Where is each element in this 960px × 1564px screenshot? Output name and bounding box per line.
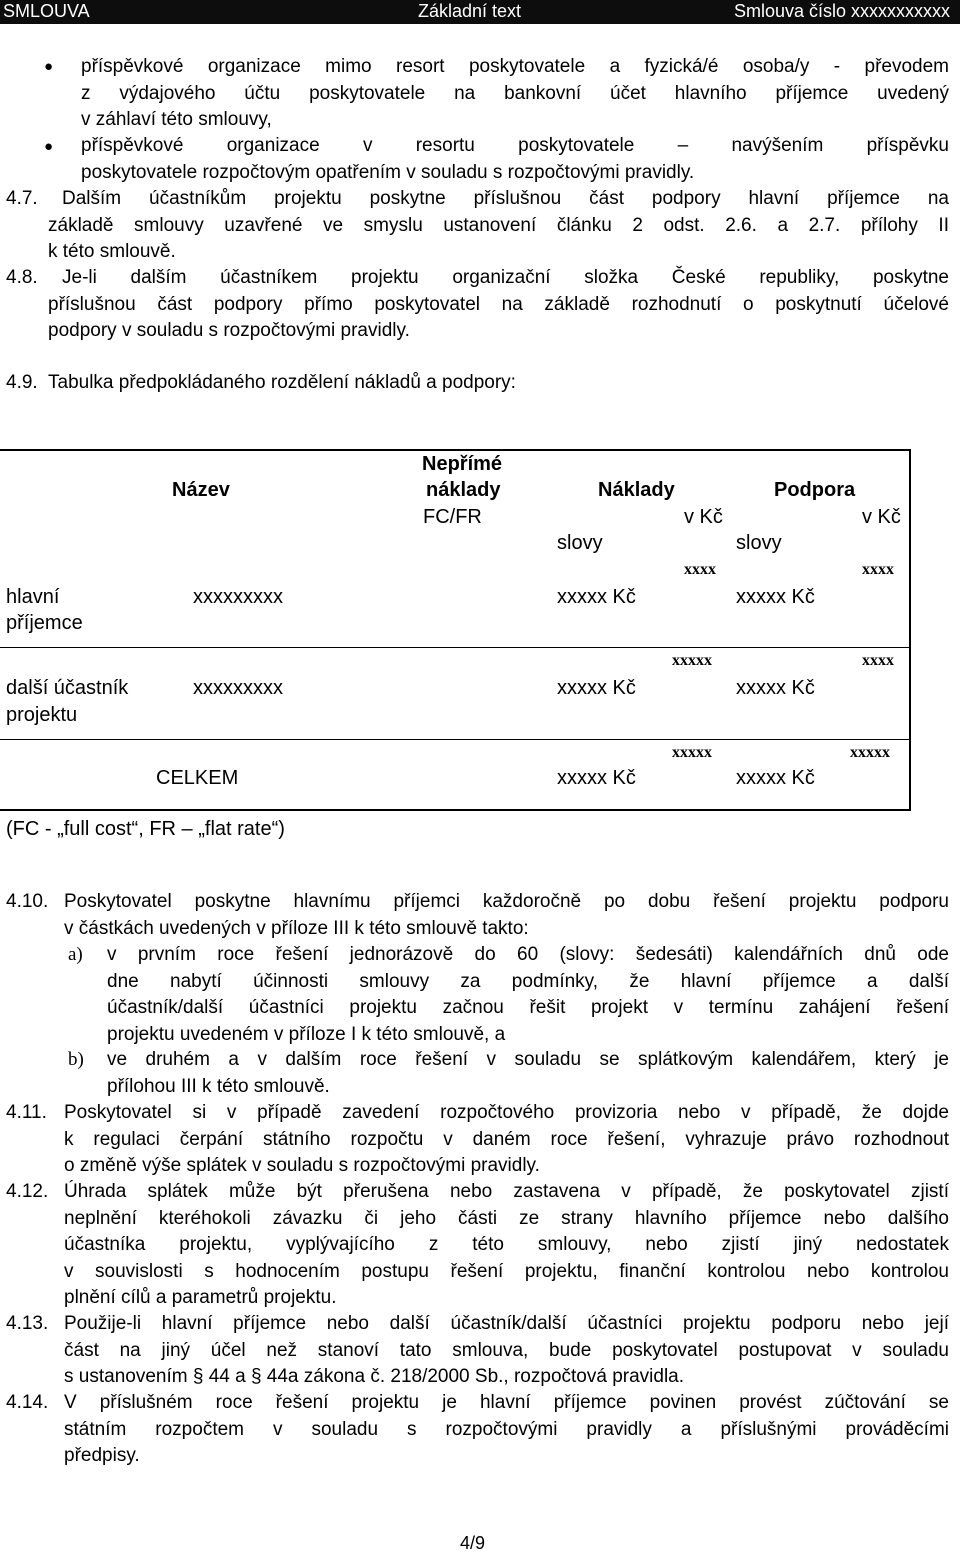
text-line: Úhrada splátek může být přerušena nebo zastavena v případě, že poskytovatel zjistí <box>64 1181 949 1202</box>
row1-label-2: příjemce <box>6 612 83 634</box>
clause-number: 4.12. <box>6 1181 49 1202</box>
text-line: Je-li dalším účastníkem projektu organizační složka České republiky, poskytne <box>62 267 949 288</box>
text-line: Poskytovatel poskytne hlavnímu příjemci každoročně po dobu řešení projektu podporu <box>64 891 949 912</box>
text-line: část na jiný účel než stanoví tato smlouva, bude poskytovatel postupovat v souladu <box>64 1339 949 1361</box>
table-divider <box>0 739 909 740</box>
table-divider <box>0 647 909 648</box>
text-line: podpory v souladu s rozpočtovými pravidly. <box>48 320 410 341</box>
clause-4-13 <box>64 1311 949 1391</box>
text-line: dne nabytí účinnosti smlouvy za podmínky, že hlavní příjemce a další <box>107 970 949 992</box>
clause-number: 4.10. <box>6 891 49 912</box>
text-line: příspěvkové organizace mimo resort poskytovatele a fyzická/é osoba/y - převodem <box>81 56 949 77</box>
clause-number: 4.9. <box>6 372 38 393</box>
item-label: b) <box>68 1049 84 1070</box>
text-line: projektu uvedeném v příloze I k této smlouvě, a <box>107 1023 506 1045</box>
row1-naklady: xxxxx Kč <box>557 586 636 608</box>
text-line: příspěvkové organizace v resortu poskytovatele – navýšením příspěvku <box>81 135 949 156</box>
col-header-nazev: Název <box>172 479 230 501</box>
bullet-icon: ● <box>44 138 54 155</box>
total-podpora: xxxxx Kč <box>736 767 815 789</box>
row2-podpora: xxxxx Kč <box>736 677 815 699</box>
total-naklady: xxxxx Kč <box>557 767 636 789</box>
text-line: z výdajového účtu poskytovatele na bankovní účet hlavního příjemce uvedený <box>81 82 949 104</box>
clause-4-10-a <box>107 942 949 1048</box>
col-header-neprime-1: Nepřímé <box>422 453 503 475</box>
text-line: s ustanovením § 44 a § 44a zákona č. 218/2000 Sb., rozpočtová pravidla. <box>64 1366 685 1387</box>
cost-table <box>0 449 911 811</box>
total-podpora-slovy: xxxxx <box>850 744 890 761</box>
text-line: v částkách uvedených v příloze III k této smlouvě takto: <box>64 917 529 939</box>
bullet-item-2 <box>81 133 949 186</box>
col-header-podpora-slovy: slovy <box>736 532 782 554</box>
col-header-podpora-vkc: v Kč <box>862 506 901 528</box>
clause-number: 4.8. <box>6 267 38 288</box>
clause-number: 4.11. <box>6 1102 47 1123</box>
col-header-neprime-3: FC/FR <box>423 506 482 528</box>
text-line: Poskytovatel si v případě zavedení rozpočtového provizoria nebo v případě, že dojde <box>64 1102 949 1123</box>
text-line: účastníka projektu, vyplývajícího z této smlouvy, nebo zjistí jiný nedostatek <box>64 1234 949 1255</box>
text-line: v prvním roce řešení jednorázově do 60 (slovy: šedesáti) kalendářních dnů ode <box>107 944 949 965</box>
clause-4-7 <box>48 186 949 266</box>
total-label: CELKEM <box>156 767 239 789</box>
header-center: Základní text <box>418 1 522 21</box>
row2-label-2: projektu <box>6 704 78 726</box>
text-line: státním rozpočtem v souladu s rozpočtovými pravidly a příslušnými prováděcími <box>64 1418 949 1440</box>
header-right: Smlouva číslo xxxxxxxxxxx <box>733 1 950 21</box>
text-line: k této smlouvě. <box>48 241 176 262</box>
text-line: Tabulka předpokládaného rozdělení nákladů a podpory: <box>48 372 516 393</box>
clause-4-10-b <box>107 1047 949 1100</box>
text-line: základě smlouvy uzavřené ve smyslu ustanovení článku 2 odst. 2.6. a 2.7. přílohy II <box>48 214 949 236</box>
text-line: Použije-li hlavní příjemce nebo další účastník/další účastníci projektu podporu nebo její <box>64 1313 949 1334</box>
text-line: neplnění kteréhokoli závazku či jeho části ze strany hlavního příjemce nebo dalšího <box>64 1207 949 1229</box>
clause-4-14 <box>64 1390 949 1470</box>
row1-label-1: hlavní <box>6 586 60 608</box>
text-line: příslušnou část podpory přímo poskytovatel na základě rozhodnutí o poskytnutí účelové <box>48 293 949 315</box>
clause-number: 4.7. <box>6 188 38 209</box>
text-line: k regulaci čerpání státního rozpočtu v daném roce řešení, vyhrazuje právo rozhodnout <box>64 1128 949 1150</box>
row2-podpora-slovy: xxxx <box>862 652 894 669</box>
col-header-podpora: Podpora <box>774 479 856 501</box>
row2-naklady-slovy: xxxxx <box>672 652 712 669</box>
text-line: předpisy. <box>64 1445 140 1466</box>
document-header <box>0 0 960 24</box>
text-line: účastník/další účastníci projektu začnou řešit projekt v termínu zahájení řešení <box>107 997 949 1018</box>
total-naklady-slovy: xxxxx <box>672 744 712 761</box>
col-header-naklady-vkc: v Kč <box>684 506 723 528</box>
item-label: a) <box>68 944 83 965</box>
text-line: plnění cílů a parametrů projektu. <box>64 1287 337 1308</box>
row1-naklady-slovy: xxxx <box>684 561 716 578</box>
text-line: v záhlaví této smlouvy, <box>81 109 272 130</box>
clause-4-10 <box>64 889 949 942</box>
text-line: poskytovatele rozpočtovým opatřením v souladu s rozpočtovými pravidly. <box>81 161 695 183</box>
text-line: ve druhém a v dalším roce řešení v souladu se splátkovým kalendářem, který je <box>107 1049 949 1070</box>
row1-name: xxxxxxxxx <box>193 586 283 608</box>
clause-4-11 <box>64 1100 949 1180</box>
clause-4-12 <box>64 1179 949 1312</box>
clause-4-9 <box>48 370 949 397</box>
bullet-item-1 <box>81 54 949 134</box>
text-line: přílohou III k této smlouvě. <box>107 1075 330 1097</box>
clause-4-8 <box>48 265 949 345</box>
text-line: V příslušném roce řešení projektu je hlavní příjemce povinen provést zúčtování se <box>64 1392 949 1413</box>
col-header-naklady-slovy: slovy <box>557 532 603 554</box>
text-line: Dalším účastníkům projektu poskytne příslušnou část podpory hlavní příjemce na <box>62 188 949 209</box>
col-header-naklady: Náklady <box>598 479 675 501</box>
table-note: (FC - „full cost“, FR – „flat rate“) <box>6 818 285 840</box>
text-line: v souvislosti s hodnocením postupu řešení projektu, finanční kontrolou nebo kontrolou <box>64 1260 949 1282</box>
col-header-neprime-2: náklady <box>426 479 501 501</box>
clause-number: 4.14. <box>6 1392 49 1413</box>
bullet-icon: ● <box>44 58 54 75</box>
row2-name: xxxxxxxxx <box>193 677 283 699</box>
row1-podpora: xxxxx Kč <box>736 586 815 608</box>
row2-label-1: další účastník <box>6 677 129 699</box>
clause-number: 4.13. <box>6 1313 49 1334</box>
row2-naklady: xxxxx Kč <box>557 677 636 699</box>
header-left: SMLOUVA <box>3 1 90 21</box>
page-number: 4/9 <box>460 1533 486 1553</box>
text-line: o změně výše splátek v souladu s rozpočtovými pravidly. <box>64 1155 540 1176</box>
row1-podpora-slovy: xxxx <box>862 561 894 578</box>
